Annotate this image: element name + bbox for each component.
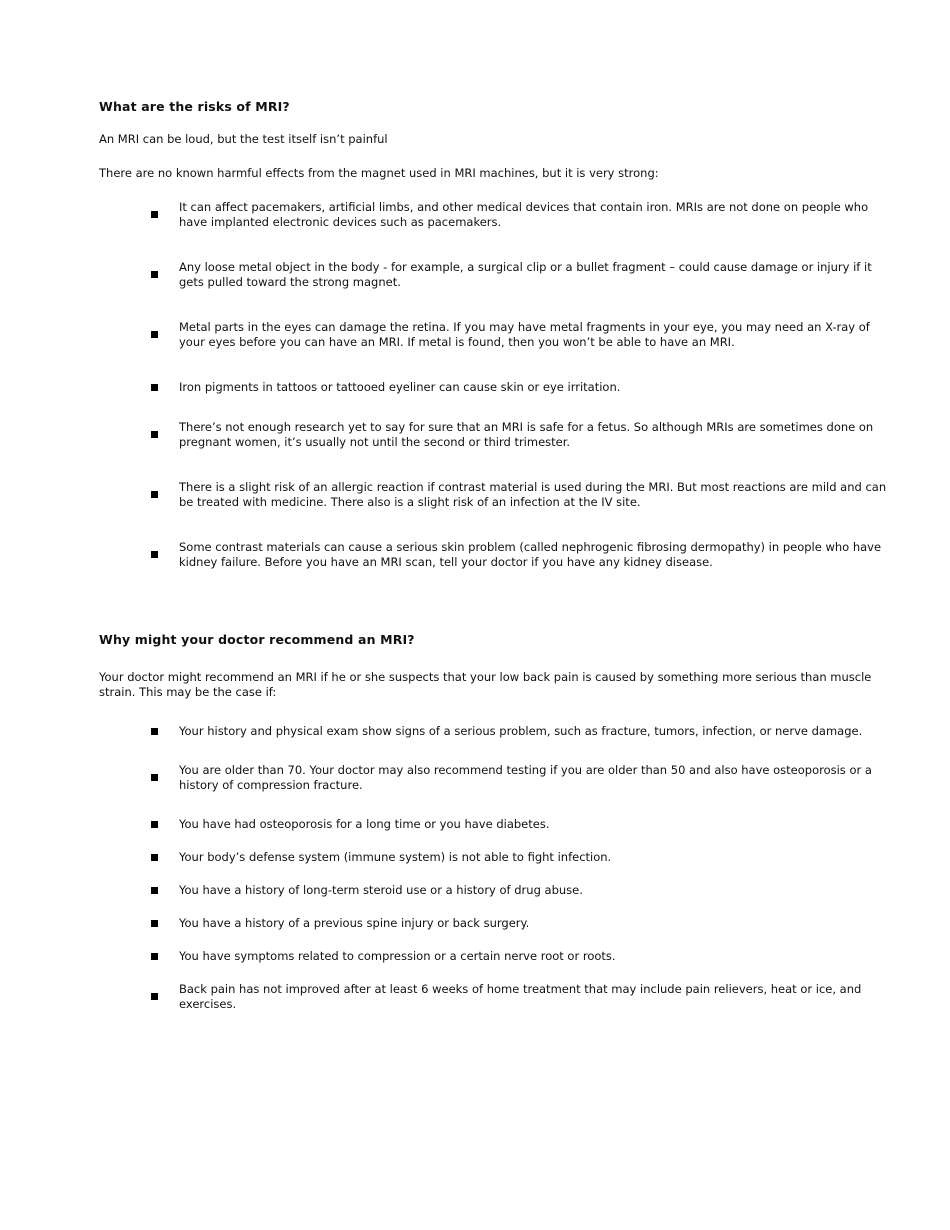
list-item <box>99 850 891 865</box>
section-heading-risks: What are the risks of MRI? <box>99 99 290 114</box>
list-item-text: Metal parts in the eyes can damage the retina. If you may have metal fragments in your eye, you may need an X-ray of your eyes before you can have an MRI. If metal is found, then you won’t be able to have an MRI. <box>179 320 870 349</box>
list-item-text: You have a history of long-term steroid use or a history of drug abuse. <box>179 883 583 897</box>
list-item <box>99 200 891 230</box>
square-bullet-icon <box>151 774 158 781</box>
list-item <box>99 380 891 395</box>
intro-paragraph: An MRI can be loud, but the test itself isn’t painful <box>99 132 388 146</box>
list-item <box>99 724 891 739</box>
list-item <box>99 540 891 570</box>
list-item <box>99 949 891 964</box>
list-item <box>99 320 891 350</box>
section-heading-recommend: Why might your doctor recommend an MRI? <box>99 632 415 647</box>
recommend-bullet-list <box>99 724 891 1012</box>
square-bullet-icon <box>151 728 158 735</box>
list-item-text: You have had osteoporosis for a long time or you have diabetes. <box>179 817 550 831</box>
square-bullet-icon <box>151 821 158 828</box>
list-item <box>99 420 891 450</box>
square-bullet-icon <box>151 551 158 558</box>
square-bullet-icon <box>151 920 158 927</box>
risks-bullet-list <box>99 200 891 570</box>
list-item-text: Any loose metal object in the body - for example, a surgical clip or a bullet fragment – could cause damage or injury if it gets pulled toward the strong magnet. <box>179 260 872 289</box>
list-item <box>99 883 891 898</box>
recommend-paragraph: Your doctor might recommend an MRI if he or she suspects that your low back pain is caused by something more serious than muscle strain. This may be the case if: <box>99 670 872 699</box>
square-bullet-icon <box>151 854 158 861</box>
square-bullet-icon <box>151 993 158 1000</box>
list-item <box>99 480 891 510</box>
square-bullet-icon <box>151 953 158 960</box>
square-bullet-icon <box>151 384 158 391</box>
document-page <box>99 98 891 1012</box>
list-item-text: You are older than 70. Your doctor may also recommend testing if you are older than 50 and also have osteoporosis or a history of compression fracture. <box>179 763 872 792</box>
list-item <box>99 260 891 290</box>
list-item-text: You have symptoms related to compression or a certain nerve root or roots. <box>179 949 616 963</box>
list-item-text: Iron pigments in tattoos or tattooed eyeliner can cause skin or eye irritation. <box>179 380 621 394</box>
list-item <box>99 982 891 1012</box>
magnet-paragraph: There are no known harmful effects from the magnet used in MRI machines, but it is very strong: <box>99 166 659 180</box>
list-item-text: Back pain has not improved after at least 6 weeks of home treatment that may include pain relievers, heat or ice, and exercises. <box>179 982 862 1011</box>
list-item-text: It can affect pacemakers, artificial limbs, and other medical devices that contain iron. MRIs are not done on people who have implanted electronic devices such as pacemakers. <box>179 200 869 229</box>
square-bullet-icon <box>151 491 158 498</box>
square-bullet-icon <box>151 331 158 338</box>
list-item-text: You have a history of a previous spine injury or back surgery. <box>179 916 530 930</box>
list-item-text: There is a slight risk of an allergic reaction if contrast material is used during the MRI. But most reactions are mild and can be treated with medicine. There also is a slight risk of an infection at the IV site. <box>179 480 887 509</box>
list-item-text: Your body’s defense system (immune system) is not able to fight infection. <box>179 850 612 864</box>
list-item <box>99 763 891 793</box>
square-bullet-icon <box>151 271 158 278</box>
square-bullet-icon <box>151 887 158 894</box>
list-item-text: Some contrast materials can cause a serious skin problem (called nephrogenic fibrosing dermopathy) in people who have kidney failure. Before you have an MRI scan, tell your doctor if you have any kidney disease. <box>179 540 882 569</box>
list-item <box>99 817 891 832</box>
list-item <box>99 916 891 931</box>
square-bullet-icon <box>151 431 158 438</box>
square-bullet-icon <box>151 211 158 218</box>
list-item-text: There’s not enough research yet to say for sure that an MRI is safe for a fetus. So although MRIs are sometimes done on pregnant women, it’s usually not until the second or third trimester. <box>179 420 874 449</box>
list-item-text: Your history and physical exam show signs of a serious problem, such as fracture, tumors, infection, or nerve damage. <box>179 724 863 738</box>
